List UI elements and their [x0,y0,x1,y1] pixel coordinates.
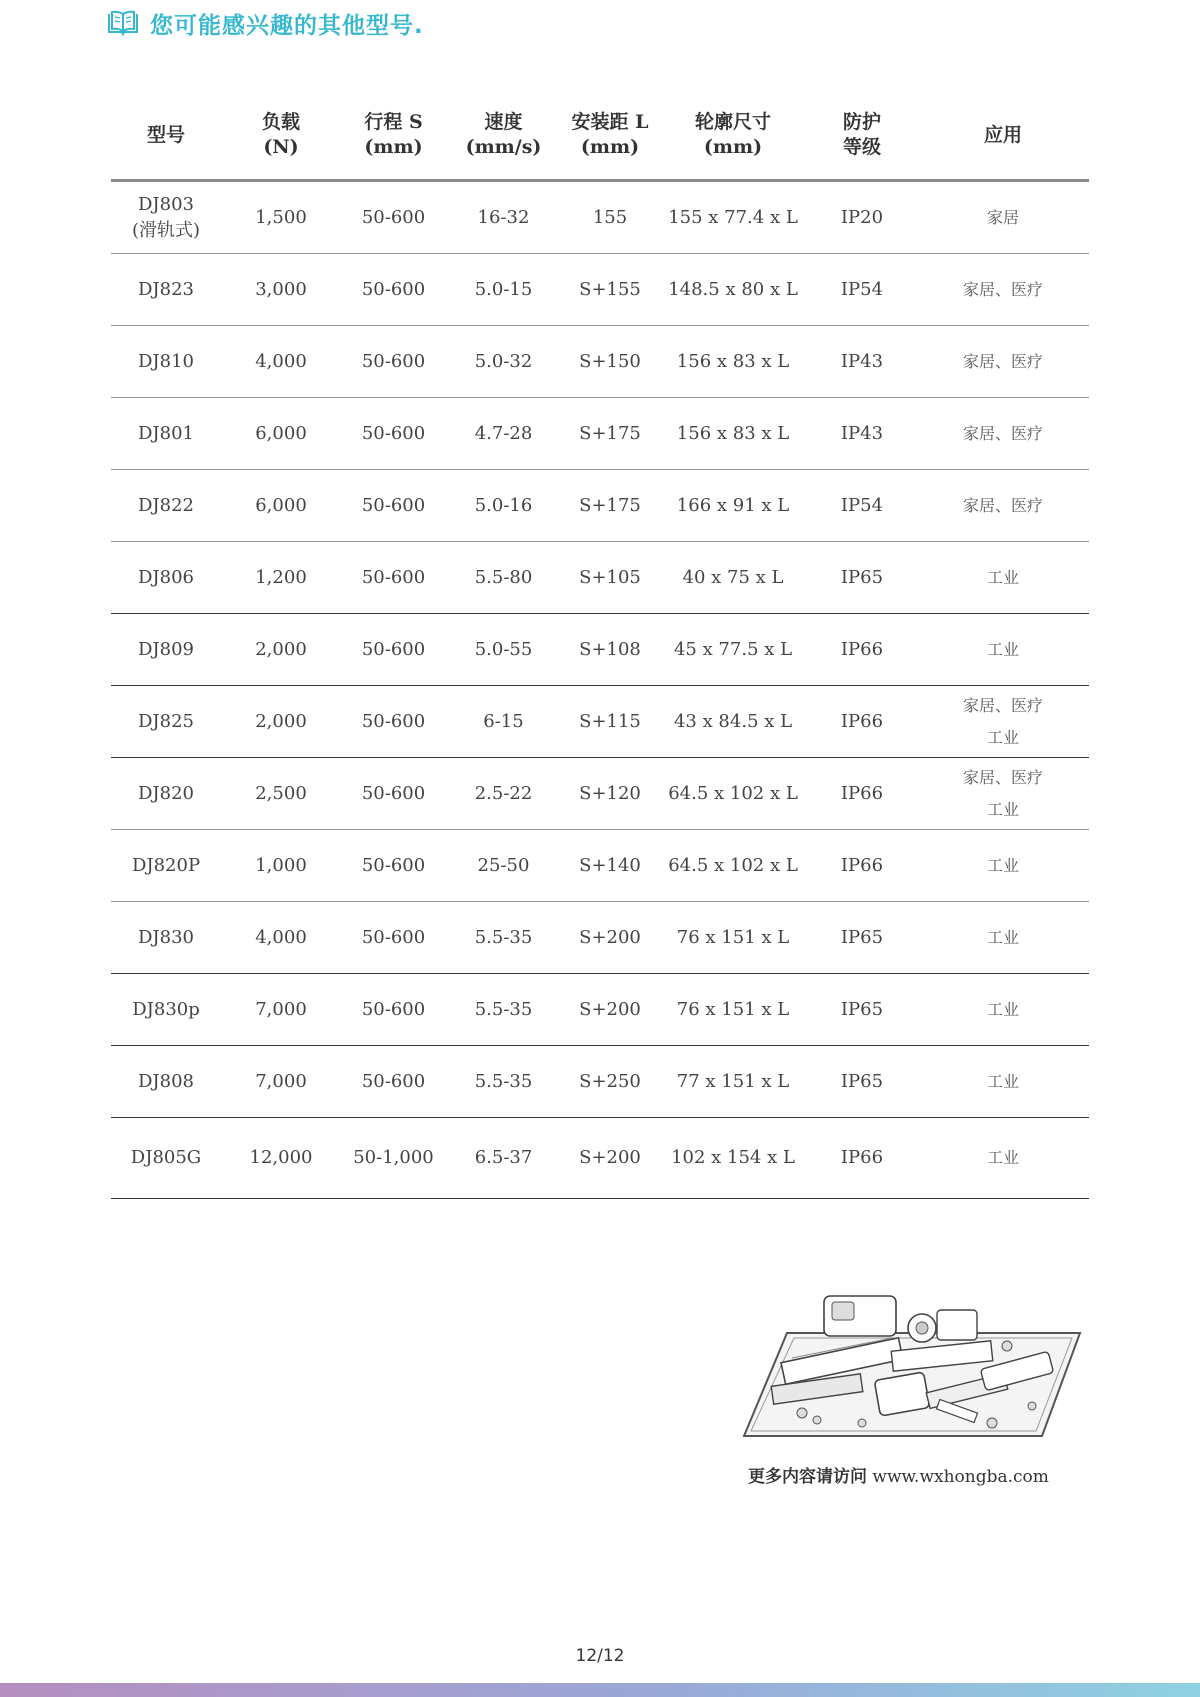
cell-size: 156 x 83 x L [676,350,790,372]
cell-line: 家居、医疗 [962,495,1043,515]
cell-stroke: 50-600 [361,782,426,804]
cell-ip: IP65 [840,926,884,948]
cell-size: 102 x 154 x L [671,1147,795,1168]
table-row [111,830,1089,902]
spec-table [111,95,1089,1199]
cell-load: 2,500 [255,782,307,804]
cell-ip: IP43 [840,422,884,444]
cell-ip: IP66 [840,710,884,732]
cell-speed: 4.7-28 [474,422,533,444]
cell-speed: 5.0-32 [474,350,533,372]
cell-app [917,562,1089,594]
column-header-line: 等级 [842,136,881,158]
page-title: 您可能感兴趣的其他型号. [150,12,424,39]
page-number: 12/12 [575,1646,625,1666]
cell-install: S+250 [579,1070,641,1092]
cell-line: DJ823 [137,278,194,300]
cell-stroke: 50-600 [361,998,426,1020]
cell-line: 家居、医疗 [962,423,1043,443]
cell-app [917,850,1089,882]
cell-size: 156 x 83 x L [676,422,790,444]
page-header [106,6,424,40]
cell-stroke: 50-600 [361,278,426,300]
column-header-line: (mm) [703,136,763,158]
column-header-model [111,107,221,163]
cell-ip: IP66 [840,854,884,876]
cell-app [917,690,1089,754]
cell-load: 4,000 [255,926,307,948]
cell-app [917,922,1089,954]
cell-app [917,274,1089,306]
cell-size: 148.5 x 80 x L [668,278,798,300]
cell-stroke: 50-600 [361,638,426,660]
cell-size: 77 x 151 x L [676,1070,790,1092]
cell-ip: IP66 [840,638,884,660]
column-header-line: 型号 [146,123,185,146]
cell-load: 1,500 [255,206,307,228]
cell-line: DJ803 [137,193,194,215]
cell-speed: 5.5-35 [474,1070,533,1092]
cell-install: S+175 [579,494,641,516]
cell-install: S+175 [579,422,641,444]
cell-ip: IP54 [840,494,884,516]
cell-size: 43 x 84.5 x L [673,710,793,732]
column-header-line: 应用 [983,123,1022,146]
cell-line: 工业 [986,855,1019,875]
column-header-line: (mm/s) [465,136,542,158]
cell-ip: IP65 [840,566,884,588]
cell-line: 家居、医疗 [962,767,1043,787]
cell-model [111,277,221,303]
table-row [111,182,1089,254]
cell-model [111,421,221,447]
table-body [111,182,1089,1199]
cell-ip: IP66 [840,782,884,804]
column-header-line: 速度 [484,111,523,133]
cell-stroke: 50-1,000 [353,1147,434,1168]
cell-line: 工业 [986,567,1019,587]
table-row [111,254,1089,326]
cell-line: DJ809 [137,638,194,660]
column-header-speed [446,107,561,163]
cell-line: DJ820 [137,782,194,804]
column-header-line: 防护 [842,111,881,133]
cell-app [917,202,1089,234]
cell-app [917,346,1089,378]
cell-load: 6,000 [255,494,307,516]
cell-speed: 5.0-15 [474,278,533,300]
cell-size: 45 x 77.5 x L [673,638,793,660]
table-row [111,1118,1089,1199]
cell-install: S+200 [579,1147,641,1168]
column-header-line: (mm) [580,136,640,158]
cell-line: DJ830p [132,998,200,1020]
cell-model [111,997,221,1023]
cell-line: DJ825 [137,710,194,732]
cell-speed: 5.0-16 [474,494,533,516]
cell-model [111,637,221,663]
cell-app [917,418,1089,450]
column-header-load [221,107,341,163]
cell-size: 155 x 77.4 x L [668,206,798,228]
cell-model [111,1069,221,1095]
cell-size: 40 x 75 x L [682,566,784,588]
table-row [111,758,1089,830]
cell-line: 工业 [986,1071,1019,1091]
cell-model [111,925,221,951]
cell-install: S+108 [579,638,641,660]
cell-speed: 25-50 [477,854,530,876]
cell-line: 工业 [986,927,1019,947]
cell-ip: IP43 [840,350,884,372]
cell-line: 工业 [986,727,1019,747]
cell-ip: IP20 [840,206,884,228]
cell-size: 76 x 151 x L [676,998,790,1020]
table-row [111,470,1089,542]
actuator-products-illustration [742,1288,1082,1448]
cell-load: 7,000 [255,1070,307,1092]
cell-model [111,349,221,375]
cell-stroke: 50-600 [361,710,426,732]
cell-stroke: 50-600 [361,854,426,876]
table-row [111,542,1089,614]
cell-install: S+105 [579,566,641,588]
cell-line: DJ806 [137,566,194,588]
cell-install: S+115 [579,710,641,732]
footer-gradient-bar [0,1683,1200,1697]
cell-size: 64.5 x 102 x L [668,782,798,804]
cell-line: 家居、医疗 [962,695,1043,715]
cell-line: DJ801 [137,422,194,444]
cell-load: 1,000 [255,854,307,876]
cell-speed: 5.5-35 [474,998,533,1020]
cell-load: 7,000 [255,998,307,1020]
cell-install: 155 [592,206,628,228]
table-row [111,686,1089,758]
cell-app [917,490,1089,522]
cell-load: 4,000 [255,350,307,372]
column-header-ip [807,107,917,163]
cell-speed: 16-32 [477,206,530,228]
table-header [111,95,1089,182]
cell-load: 2,000 [255,710,307,732]
cell-stroke: 50-600 [361,422,426,444]
cell-line: DJ820P [131,854,201,876]
cell-install: S+150 [579,350,641,372]
table-row [111,398,1089,470]
cell-line: DJ805G [130,1147,202,1168]
cell-size: 64.5 x 102 x L [668,854,798,876]
cell-model [111,192,221,244]
cell-line: 工业 [986,799,1019,819]
cell-line: 工业 [986,999,1019,1019]
cell-model [111,853,221,879]
column-header-line: (N) [263,136,299,158]
cell-line: DJ830 [137,926,194,948]
table-row [111,902,1089,974]
cell-line: 家居、医疗 [962,279,1043,299]
table-row [111,974,1089,1046]
cell-install: S+200 [579,926,641,948]
cell-stroke: 50-600 [361,926,426,948]
cell-load: 12,000 [249,1147,313,1168]
cell-install: S+200 [579,998,641,1020]
cell-speed: 6-15 [483,710,524,732]
cell-stroke: 50-600 [361,494,426,516]
cell-install: S+140 [579,854,641,876]
cell-app [917,634,1089,666]
cell-app [917,1066,1089,1098]
cell-load: 3,000 [255,278,307,300]
column-header-install [561,107,659,163]
promo-caption [742,1462,1082,1487]
cell-model [111,781,221,807]
column-header-app [917,107,1089,163]
cell-size: 166 x 91 x L [676,494,790,516]
cell-speed: 6.5-37 [474,1147,533,1168]
promo-label: 更多内容请访问 [748,1467,867,1487]
promo-block [742,1288,1082,1487]
cell-load: 2,000 [255,638,307,660]
cell-model [111,1145,221,1171]
table-row [111,614,1089,686]
column-header-line: 轮廓尺寸 [694,111,771,133]
cell-line: 工业 [986,1148,1019,1167]
cell-model [111,709,221,735]
cell-model [111,565,221,591]
cell-stroke: 50-600 [361,1070,426,1092]
cell-load: 1,200 [255,566,307,588]
cell-stroke: 50-600 [361,350,426,372]
cell-speed: 5.0-55 [474,638,533,660]
cell-app [917,994,1089,1026]
cell-speed: 2.5-22 [474,782,533,804]
cell-model [111,493,221,519]
cell-line: 工业 [986,639,1019,659]
cell-line: 家居、医疗 [962,351,1043,371]
column-header-size [659,107,807,163]
cell-ip: IP54 [840,278,884,300]
cell-line: DJ810 [137,350,194,372]
cell-install: S+155 [579,278,641,300]
table-row [111,326,1089,398]
cell-load: 6,000 [255,422,307,444]
cell-line: (滑轨式) [131,219,201,241]
column-header-line: 负载 [261,111,300,133]
cell-ip: IP65 [840,998,884,1020]
website-link[interactable]: www.wxhongba.com [872,1467,1049,1487]
column-header-line: 行程 S [364,111,423,133]
cell-ip: IP66 [840,1147,884,1168]
cell-line: DJ808 [137,1070,194,1092]
book-icon [106,9,140,37]
cell-speed: 5.5-80 [474,566,533,588]
cell-line: 家居 [986,207,1019,227]
table-row [111,1046,1089,1118]
cell-ip: IP65 [840,1070,884,1092]
cell-app [917,762,1089,826]
cell-app [917,1142,1089,1174]
cell-stroke: 50-600 [361,206,426,228]
cell-line: DJ822 [137,494,194,516]
cell-install: S+120 [579,782,641,804]
column-header-stroke [341,107,446,163]
cell-speed: 5.5-35 [474,926,533,948]
cell-size: 76 x 151 x L [676,926,790,948]
cell-stroke: 50-600 [361,566,426,588]
column-header-line: (mm) [364,136,423,158]
column-header-line: 安装距 L [571,111,649,133]
